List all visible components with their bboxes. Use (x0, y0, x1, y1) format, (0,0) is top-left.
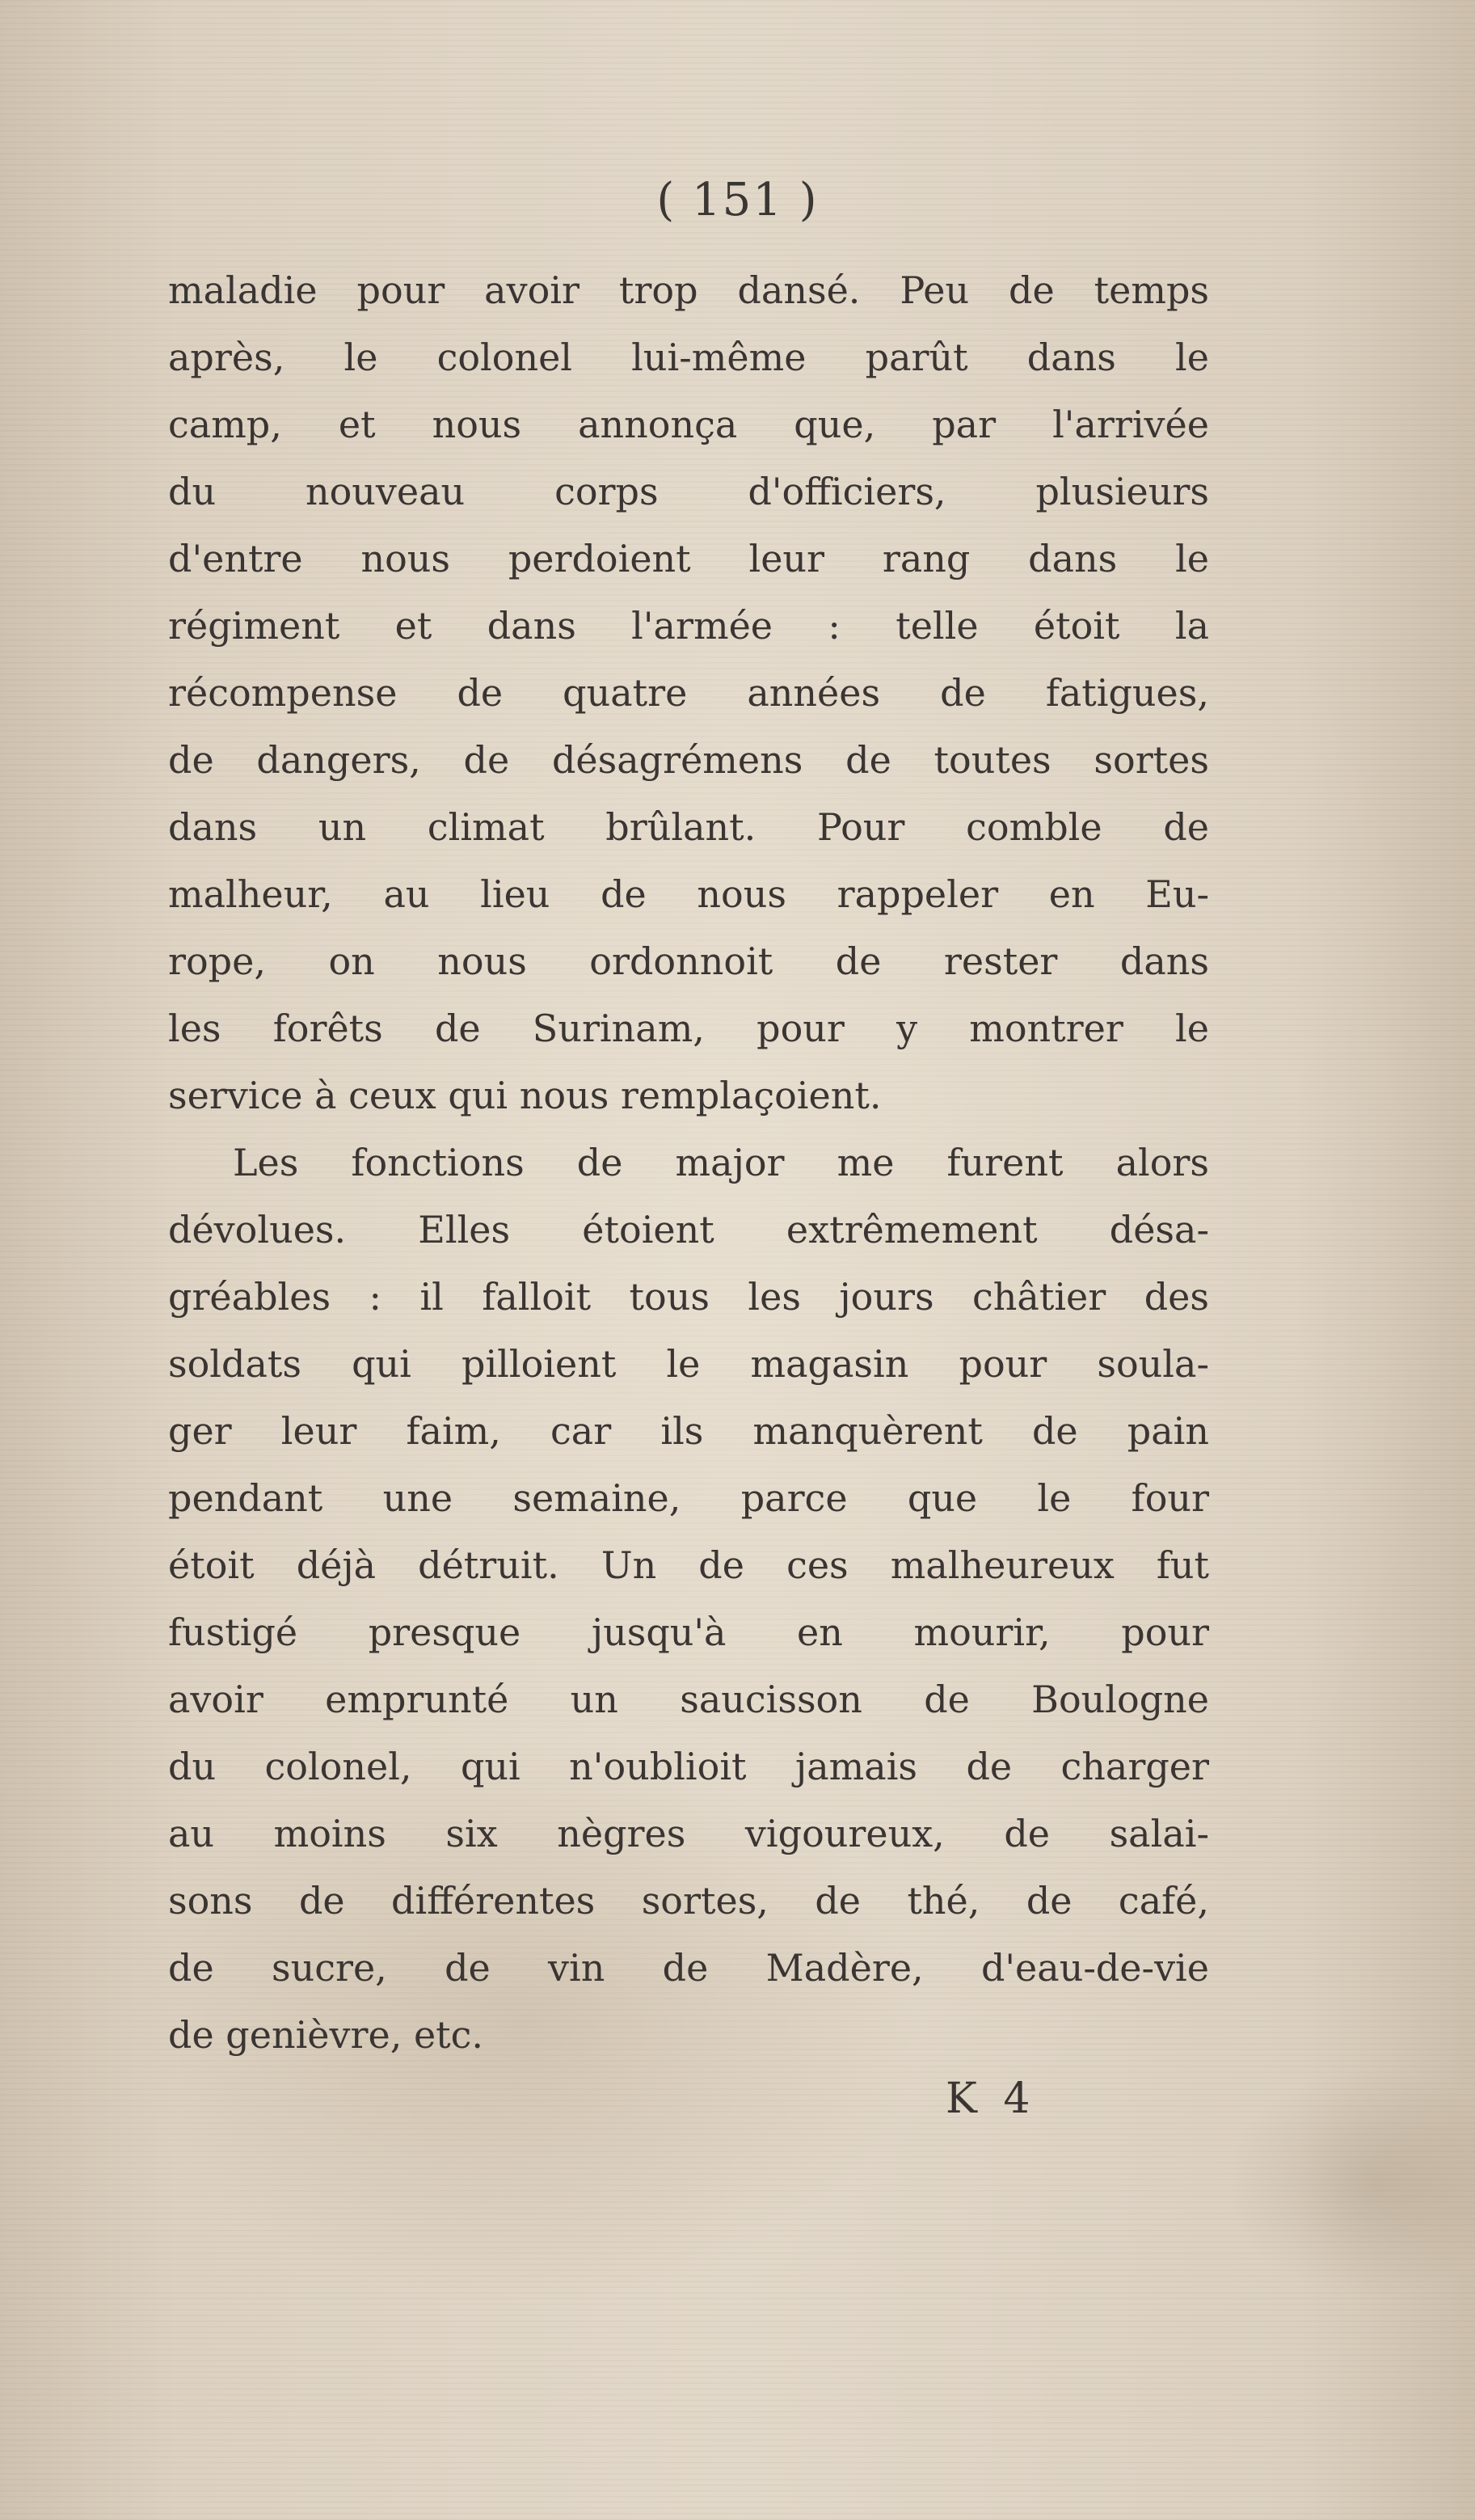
text-line: de genièvre, etc. (168, 2013, 484, 2057)
text-line: fustigé presque jusqu'à en mourir, pour (168, 1610, 1209, 1654)
page-number: ( 151 ) (656, 174, 819, 226)
text-line: étoit déjà détruit. Un de ces malheureux fut (168, 1543, 1209, 1587)
text-line: les forêts de Surinam, pour y montrer le (168, 1007, 1209, 1050)
paragraph-2 (168, 1129, 1209, 2069)
paragraph-1 (168, 257, 1209, 1129)
text-line: dévolues. Elles étoient extrêmement désa- (168, 1208, 1209, 1252)
text-line: avoir emprunté un saucisson de Boulogne (168, 1678, 1209, 1721)
text-line: malheur, au lieu de nous rappeler en Eu- (168, 872, 1209, 916)
body-text (168, 257, 1209, 2069)
text-line: dans un climat brûlant. Pour comble de (168, 805, 1209, 849)
text-line: maladie pour avoir trop dansé. Peu de temps (168, 268, 1209, 312)
text-line: au moins six nègres vigoureux, de salai- (168, 1812, 1209, 1855)
text-line: camp, et nous annonça que, par l'arrivée (168, 403, 1209, 446)
text-line: gréables : il falloit tous les jours châtier des (168, 1275, 1209, 1319)
text-line: de sucre, de vin de Madère, d'eau-de-vie (168, 1946, 1209, 1990)
text-line: d'entre nous perdoient leur rang dans le (168, 537, 1209, 580)
text-line: service à ceux qui nous remplaçoient. (168, 1074, 882, 1117)
text-line: rope, on nous ordonnoit de rester dans (168, 939, 1209, 983)
signature-mark: K 4 (946, 2075, 1037, 2123)
text-line: pendant une semaine, parce que le four (168, 1476, 1209, 1520)
text-line: de dangers, de désagrémens de toutes sortes (168, 738, 1209, 782)
text-line: Les fonctions de major me furent alors (233, 1141, 1209, 1184)
text-line: du colonel, qui n'oublioit jamais de charger (168, 1745, 1209, 1788)
text-line: du nouveau corps d'officiers, plusieurs (168, 470, 1209, 513)
text-line: ger leur faim, car ils manquèrent de pain (168, 1409, 1209, 1453)
text-line: après, le colonel lui-même parût dans le (168, 336, 1209, 379)
text-line: régiment et dans l'armée : telle étoit la (168, 604, 1209, 648)
text-line: récompense de quatre années de fatigues, (168, 671, 1209, 715)
text-line: soldats qui pilloient le magasin pour soula- (168, 1342, 1209, 1386)
text-line: sons de différentes sortes, de thé, de café, (168, 1879, 1209, 1923)
